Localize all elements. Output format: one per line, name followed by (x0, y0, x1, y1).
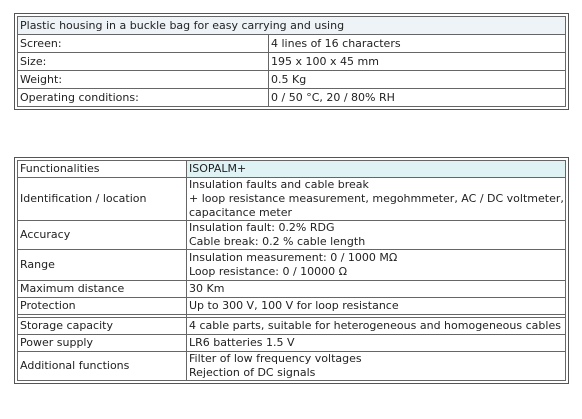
table-row (18, 89, 566, 107)
spec-label: Operating conditions: (18, 89, 269, 107)
spec-value: 0.5 Kg (269, 71, 566, 89)
spec-label: Range (18, 250, 187, 281)
spec-label: Identification / location (18, 178, 187, 221)
spec-label: Size: (18, 53, 269, 71)
spec-value: 195 x 100 x 45 mm (269, 53, 566, 71)
table-row (18, 298, 566, 315)
spec-value: 0 / 50 °C, 20 / 80% RH (269, 89, 566, 107)
table-row (18, 352, 566, 381)
spec-line: Rejection of DC signals (189, 366, 316, 379)
table-row (18, 221, 566, 250)
spec-value: Up to 300 V, 100 V for loop resistance (187, 298, 566, 315)
table-row (18, 71, 566, 89)
spec-line: Filter of low frequency voltages (189, 352, 362, 365)
table-row (18, 17, 566, 35)
housing-description: Plastic housing in a buckle bag for easy carrying and using (18, 17, 566, 35)
table-row (18, 178, 566, 221)
spec-value: 30 Km (187, 281, 566, 298)
spec-label: Functionalities (18, 161, 187, 178)
spec-line: Cable break: 0.2 % cable length (189, 235, 366, 248)
spec-value: 4 cable parts, suitable for heterogeneous and homogeneous cables (187, 318, 566, 335)
spec-value (187, 250, 566, 281)
table-row (18, 161, 566, 178)
table-row (18, 35, 566, 53)
table-row (18, 281, 566, 298)
spec-label: Weight: (18, 71, 269, 89)
spec-line: Insulation measurement: 0 / 1000 MΩ (189, 251, 398, 264)
spec-label: Protection (18, 298, 187, 315)
spec-value (187, 352, 566, 381)
functional-specs-table (14, 157, 569, 384)
spec-label: Storage capacity (18, 318, 187, 335)
product-name: ISOPALM+ (187, 161, 566, 178)
spec-value (187, 178, 566, 221)
table-row (18, 335, 566, 352)
spec-label: Maximum distance (18, 281, 187, 298)
general-specs-table (14, 13, 569, 110)
spec-label: Power supply (18, 335, 187, 352)
spec-value: 4 lines of 16 characters (269, 35, 566, 53)
spec-line: + loop resistance measurement, megohmmeter, AC / DC voltmeter, (189, 192, 564, 205)
spec-line: capacitance meter (189, 206, 293, 219)
spec-line: Loop resistance: 0 / 10000 Ω (189, 265, 348, 278)
spec-value (187, 221, 566, 250)
spec-value: LR6 batteries 1.5 V (187, 335, 566, 352)
table-row (18, 250, 566, 281)
table-row (18, 318, 566, 335)
spec-label: Accuracy (18, 221, 187, 250)
spec-line: Insulation faults and cable break (189, 178, 369, 191)
spec-label: Additional functions (18, 352, 187, 381)
spec-line: Insulation fault: 0.2% RDG (189, 221, 335, 234)
table-row (18, 53, 566, 71)
spec-label: Screen: (18, 35, 269, 53)
